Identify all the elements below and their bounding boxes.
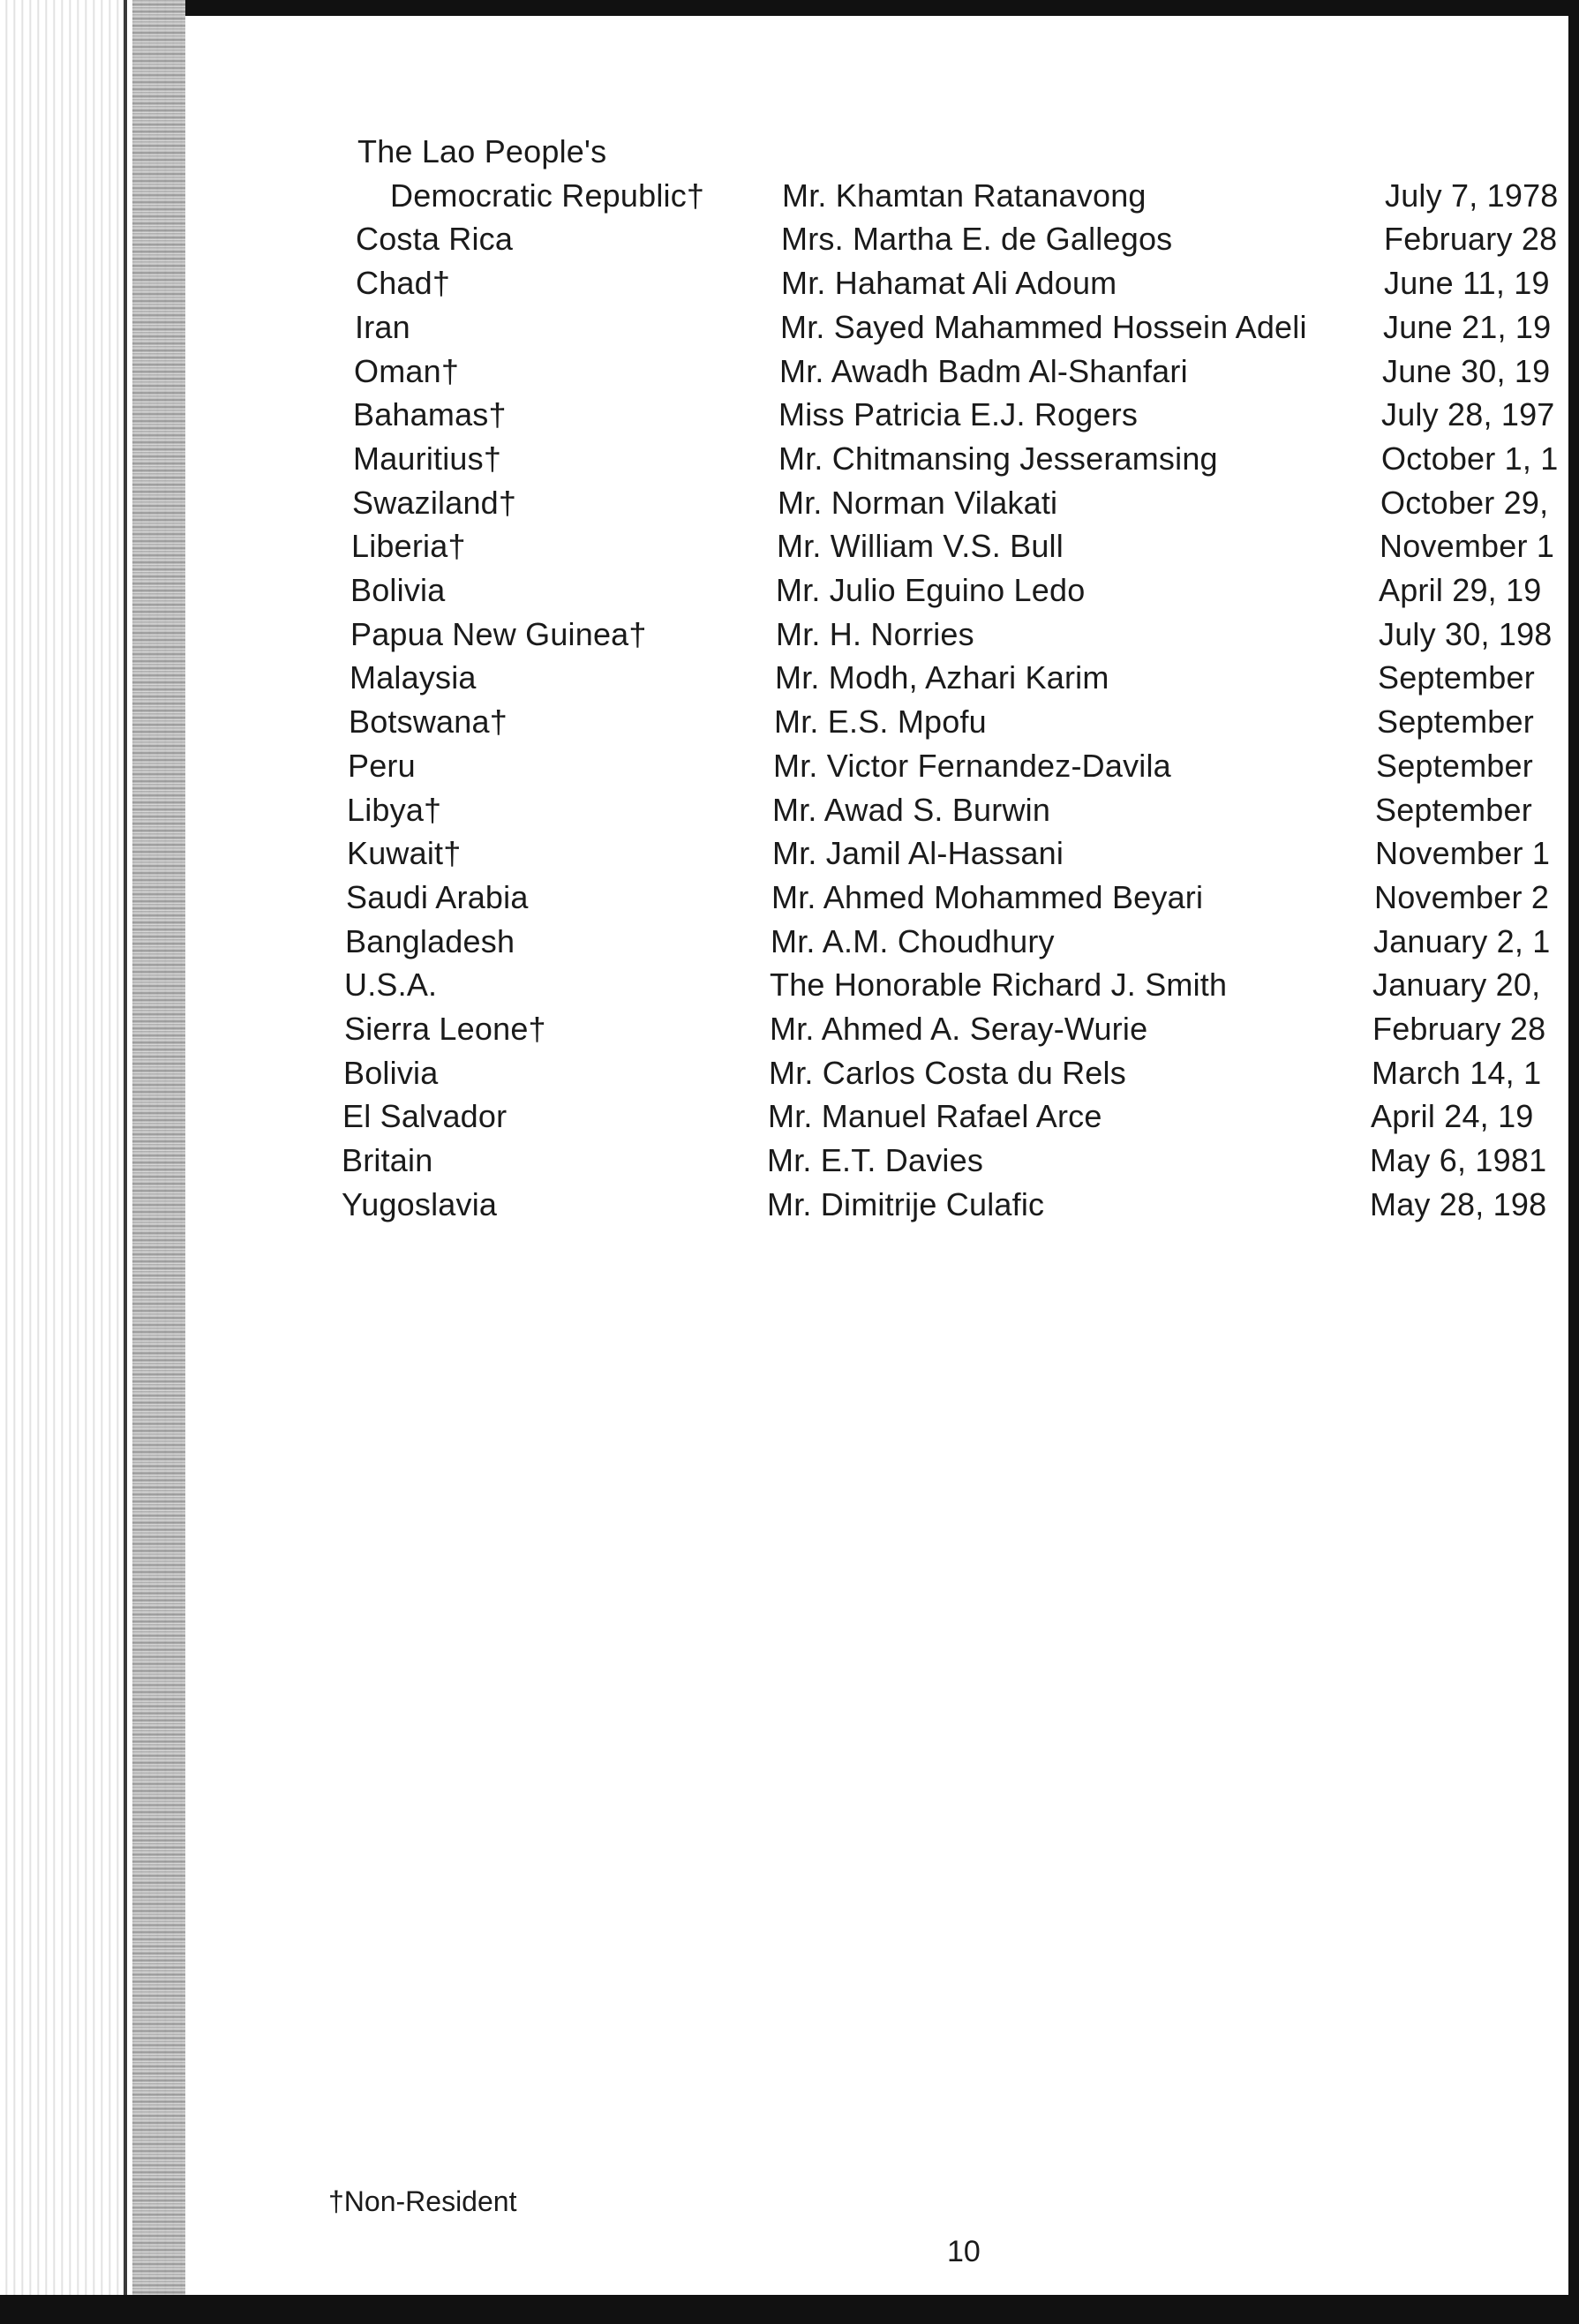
row-name: The Honorable Richard J. Smith — [770, 966, 1228, 1003]
row-name: Mr. Jamil Al-Hassani — [772, 835, 1064, 871]
row-name: Mr. E.T. Davies — [767, 1142, 984, 1178]
row-name: Mr. Hahamat Ali Adoum — [781, 265, 1117, 301]
row-country: The Lao People's — [357, 133, 607, 169]
row-name: Mr. Modh, Azhari Karim — [775, 659, 1109, 696]
row-date: September — [1378, 659, 1535, 696]
row-name: Mr. Ahmed A. Seray-Wurie — [770, 1011, 1148, 1047]
row-country: Mauritius† — [353, 440, 502, 477]
row-date: February 28 — [1384, 221, 1558, 257]
scan-binding-strip — [132, 0, 185, 2324]
scan-right-border — [1568, 0, 1579, 2295]
row-name: Mr. Sayed Mahammed Hossein Adeli — [780, 309, 1307, 345]
row-name: Mr. Victor Fernandez-Davila — [773, 748, 1171, 784]
row-date: September — [1377, 703, 1534, 740]
row-country: U.S.A. — [344, 966, 438, 1003]
row-country: Bangladesh — [345, 923, 515, 959]
page-number: 10 — [947, 2235, 981, 2268]
row-name: Mr. Norman Vilakati — [778, 485, 1058, 521]
row-country: Iran — [355, 309, 410, 345]
row-name: Mr. A.M. Choudhury — [771, 923, 1055, 959]
row-country: Democratic Republic† — [390, 177, 705, 214]
row-country: Liberia† — [351, 528, 466, 564]
row-date: June 21, 19 — [1383, 309, 1552, 345]
row-country: Peru — [348, 748, 416, 784]
row-country: Chad† — [356, 265, 451, 301]
row-name: Mr. Manuel Rafael Arce — [768, 1098, 1102, 1134]
row-date: April 24, 19 — [1371, 1098, 1534, 1134]
row-country: Britain — [342, 1142, 433, 1178]
row-date: September — [1375, 792, 1532, 828]
row-name: Mr. H. Norries — [776, 616, 974, 652]
row-date: February 28 — [1372, 1011, 1546, 1047]
row-date: November 1 — [1380, 528, 1555, 564]
scan-binding-line — [124, 0, 127, 2324]
row-country: Libya† — [347, 792, 442, 828]
row-country: Malaysia — [350, 659, 477, 696]
row-date: May 28, 198 — [1370, 1186, 1547, 1222]
row-country: Swaziland† — [352, 485, 517, 521]
scan-top-border — [185, 0, 1579, 16]
row-name: Mr. Awadh Badm Al-Shanfari — [779, 353, 1188, 389]
row-date: April 29, 19 — [1379, 572, 1542, 608]
row-date: May 6, 1981 — [1370, 1142, 1547, 1178]
row-country: Yugoslavia — [342, 1186, 498, 1222]
row-date: June 30, 19 — [1382, 353, 1551, 389]
footnote: †Non-Resident — [328, 2185, 517, 2217]
row-country: El Salvador — [342, 1098, 508, 1134]
row-name: Mr. Ahmed Mohammed Beyari — [771, 879, 1204, 915]
row-name: Mrs. Martha E. de Gallegos — [781, 221, 1173, 257]
row-name: Mr. Carlos Costa du Rels — [769, 1055, 1126, 1091]
row-name: Mr. Dimitrije Culafic — [767, 1186, 1045, 1222]
row-date: November 1 — [1375, 835, 1551, 871]
row-date: January 20, — [1372, 966, 1541, 1003]
row-country: Saudi Arabia — [346, 879, 529, 915]
row-country: Kuwait† — [347, 835, 462, 871]
row-date: January 2, 1 — [1373, 923, 1551, 959]
row-date: September — [1376, 748, 1533, 784]
row-date: July 28, 197 — [1381, 396, 1555, 432]
row-country: Botswana† — [349, 703, 508, 740]
row-date: October 29, — [1380, 485, 1549, 521]
row-name: Mr. William V.S. Bull — [777, 528, 1064, 564]
row-date: March 14, 1 — [1372, 1055, 1542, 1091]
row-country: Sierra Leone† — [344, 1011, 546, 1047]
row-name: Mr. Chitmansing Jesseramsing — [778, 440, 1218, 477]
row-date: November 2 — [1374, 879, 1550, 915]
row-country: Bolivia — [350, 572, 446, 608]
row-country: Bahamas† — [353, 396, 507, 432]
row-country: Papua New Guinea† — [350, 616, 647, 652]
row-date: June 11, 19 — [1384, 265, 1550, 301]
row-date: July 7, 1978 — [1385, 177, 1559, 214]
row-name: Mr. Awad S. Burwin — [772, 792, 1051, 828]
scan-bottom-border — [0, 2295, 1579, 2324]
row-name: Miss Patricia E.J. Rogers — [778, 396, 1139, 432]
row-date: October 1, 1 — [1381, 440, 1559, 477]
row-name: Mr. E.S. Mpofu — [774, 703, 987, 740]
row-country: Costa Rica — [356, 221, 514, 257]
row-country: Oman† — [354, 353, 460, 389]
row-name: Mr. Julio Eguino Ledo — [776, 572, 1086, 608]
row-date: July 30, 198 — [1379, 616, 1553, 652]
row-name: Mr. Khamtan Ratanavong — [782, 177, 1147, 214]
row-country: Bolivia — [343, 1055, 439, 1091]
